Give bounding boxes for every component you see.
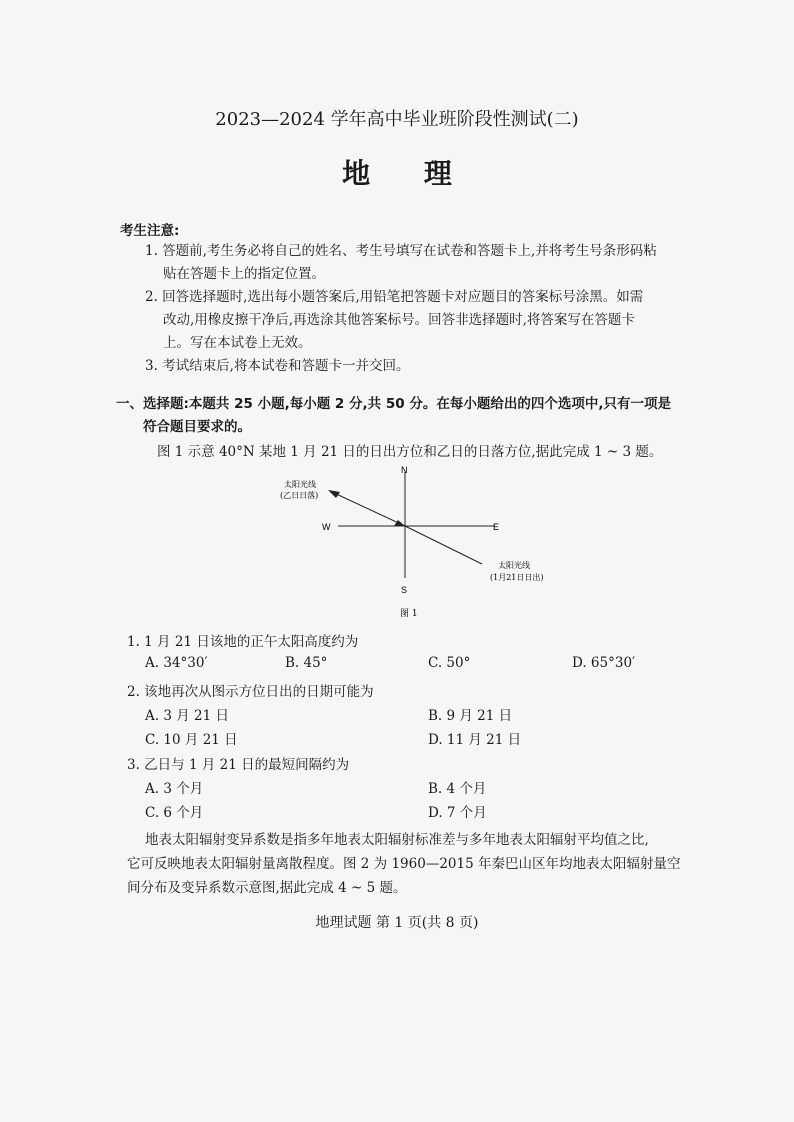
option: C. 10 月 21 日: [145, 732, 238, 748]
option: D. 65°30′: [572, 655, 636, 671]
sunset-arrow-icon: [328, 490, 340, 498]
option: D. 11 月 21 日: [428, 732, 522, 748]
question-stem: 1. 1 月 21 日该地的正午太阳高度约为: [127, 634, 359, 650]
sunset-ray-line: [332, 492, 405, 526]
exam-title: 2023—2024 学年高中毕业班阶段性测试(二): [215, 109, 579, 130]
sunrise-arrow-icon: [394, 520, 405, 526]
notice-line: 改动,用橡皮擦干净后,再选涂其他答案标号。回答非选择题时,将答案写在答题卡: [163, 312, 635, 328]
passage-line: 间分布及变异系数示意图,据此完成 4 ~ 5 题。: [127, 880, 407, 896]
option: A. 34°30′: [145, 655, 208, 671]
figure-1-diagram: [270, 460, 580, 620]
option: A. 3 个月: [145, 781, 204, 797]
sunrise-ray-line: [405, 526, 482, 564]
passage-line: 它可反映地表太阳辐射量离散程度。图 2 为 1960—2015 年秦巴山区年均地表太阳辐射量空: [127, 856, 681, 872]
sunrise-label: 太阳光线: [498, 561, 530, 570]
notice-line: 3. 考试结束后,将本试卷和答题卡一并交回。: [145, 358, 410, 374]
section-heading: 一、选择题:本题共 25 小题,每小题 2 分,共 50 分。在每小题给出的四个选项中,只有一项是: [116, 396, 671, 412]
sunset-label: (乙日日落): [280, 491, 319, 500]
option: D. 7 个月: [428, 805, 487, 821]
west-label: W: [322, 522, 331, 532]
question-stem: 3. 乙日与 1 月 21 日的最短间隔约为: [127, 757, 350, 773]
south-label: S: [401, 585, 408, 595]
subject-title: 地 理: [342, 157, 474, 190]
question-stem: 2. 该地再次从图示方位日出的日期可能为: [127, 684, 374, 700]
notice-line: 1. 答题前,考生务必将自己的姓名、考生号填写在试卷和答题卡上,并将考生号条形码粘: [145, 243, 657, 259]
question-intro: 图 1 示意 40°N 某地 1 月 21 日的日出方位和乙日的日落方位,据此完成 1 ~ 3 题。: [157, 444, 663, 460]
notice-line: 上。写在本试卷上无效。: [163, 335, 312, 351]
notice-line: 贴在答题卡上的指定位置。: [163, 266, 325, 282]
option: B. 45°: [285, 655, 328, 671]
option: C. 50°: [428, 655, 471, 671]
east-label: E: [493, 522, 500, 532]
option: B. 9 月 21 日: [428, 708, 513, 724]
sunset-label: 太阳光线: [284, 480, 316, 489]
passage-line: 地表太阳辐射变异系数是指多年地表太阳辐射标准差与多年地表太阳辐射平均值之比,: [145, 832, 649, 848]
figure-caption: 图 1: [400, 609, 418, 619]
notice-line: 2. 回答选择题时,选出每小题答案后,用铅笔把答题卡对应题目的答案标号涂黑。如需: [145, 289, 644, 305]
sunrise-label: (1月21日日出): [490, 573, 544, 582]
north-label: N: [401, 465, 408, 475]
page-footer: 地理试题 第 1 页(共 8 页): [315, 915, 479, 931]
option: A. 3 月 21 日: [145, 708, 229, 724]
notice-label: 考生注意:: [120, 223, 180, 239]
option: C. 6 个月: [145, 805, 204, 821]
option: B. 4 个月: [428, 781, 487, 797]
section-heading-cont: 符合题目要求的。: [143, 419, 251, 435]
